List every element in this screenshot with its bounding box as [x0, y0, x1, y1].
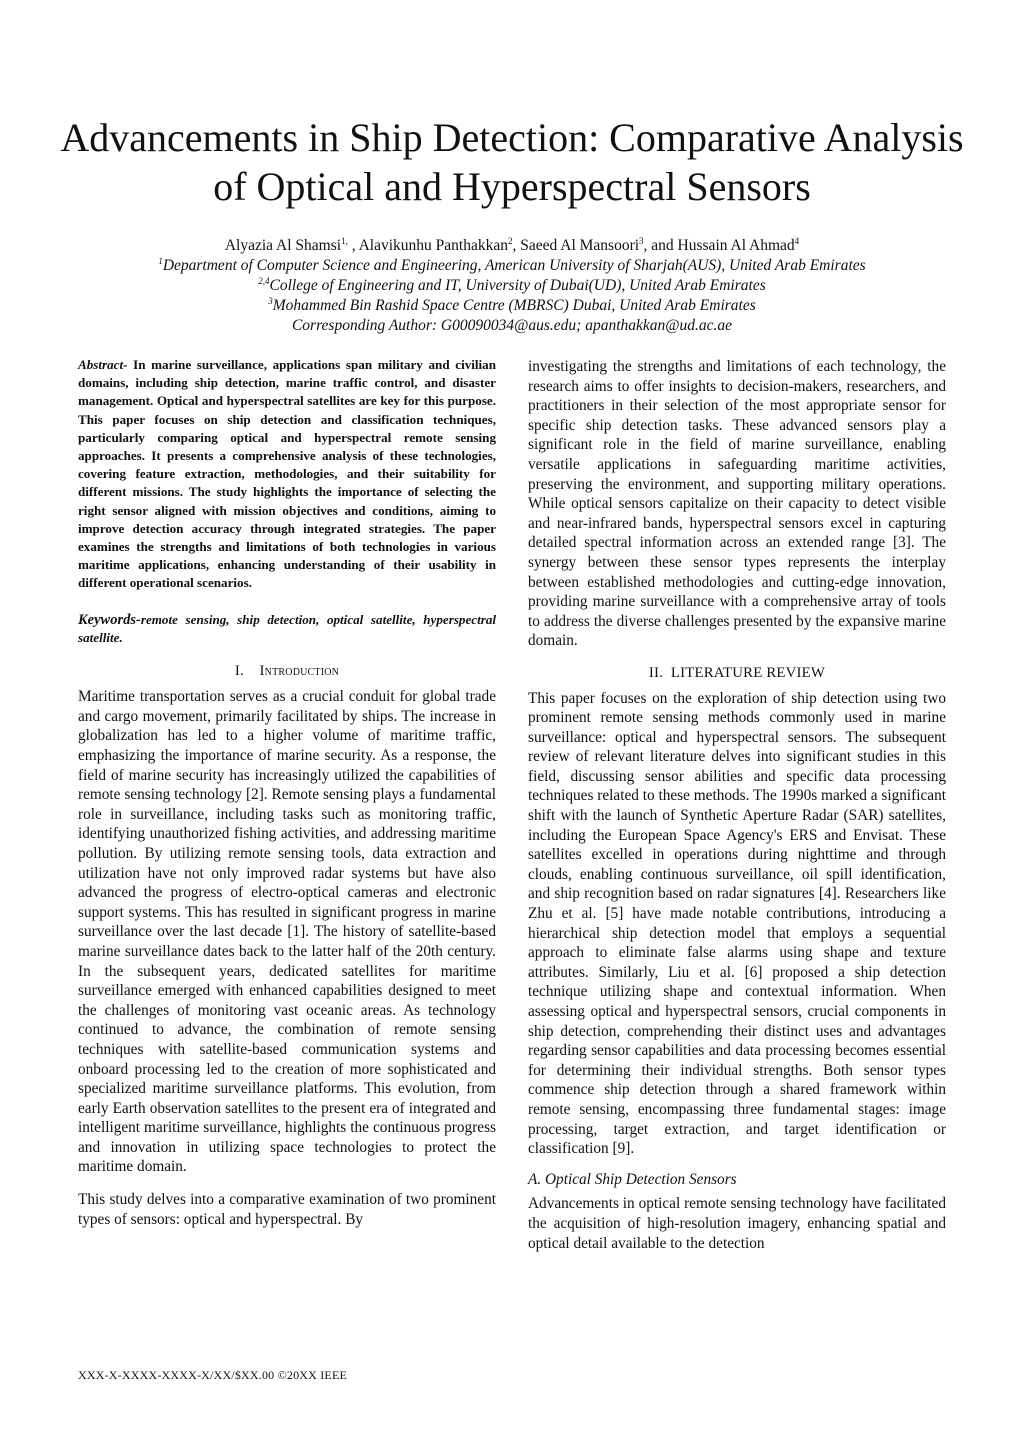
abstract-label: Abstract-: [78, 357, 128, 372]
paper-title: Advancements in Ship Detection: Comparative Analysis of Optical and Hyperspectral Sensors: [60, 115, 964, 209]
body-paragraph: This paper focuses on the exploration of ship detection using two prominent remote sensing methods commonly used in marine surveillance: optical and hyperspectral sensors. The subsequent review of relevant literature delves into significant studies in this field, discussing sensor abilities and specific data processing techniques related to these methods. The 1990s marked a significant shift with the launch of Synthetic Aperture Radar (SAR) satellites, including the European Space Agency's ERS and Envisat. These satellites excelled in operations during nighttime and through clouds, enabling continuous surveillance, oil spill identification, and ship recognition based on radar signatures [4]. Researchers like Zhu et al. [5] have made notable contributions, introducing a hierarchical ship detection model that employs a sequential approach to eliminate false alarms using shape and texture attributes. Similarly, Liu et al. [6] proposed a ship detection technique utilizing shape and contextual information. When assessing optical and hyperspectral sensors, crucial components in ship detection, comprehending their distinct uses and advantages regarding sensor capabilities and data processing becomes essential for determining their individual strengths. Both sensor types commence ship detection through a shared framework within remote sensing, encompassing three fundamental stages: image processing, target extraction, and target identification or classification [9].: [528, 689, 946, 1158]
body-paragraph: investigating the strengths and limitations of each technology, the research aims to offer insights to decision-makers, researchers, and practitioners in their selection of the most appropriate sensor for specific ship detection tasks. These advanced sensors play a significant role in the field of marine surveillance, enabling versatile applications in safeguarding maritime activities, preserving the environment, and supporting military operations. While optical sensors capitalize on their capacity to detect visible and near-infrared bands, hyperspectral sensors excel in capturing detailed spectral information across an extended range [3]. The synergy between these sensor types represents the interplay between established methodologies and cutting-edge innovation, providing marine surveillance with a comprehensive array of tools to address the diverse challenges presented by the expansive marine domain.: [528, 358, 946, 650]
affiliation-mark: 1: [158, 256, 163, 266]
affiliation-text: Mohammed Bin Rashid Space Centre (MBRSC) Dubai, United Arab Emirates: [272, 297, 756, 314]
affiliation-line: [40, 296, 984, 316]
affiliation-mark: 4: [794, 236, 800, 246]
left-column: [78, 356, 496, 1229]
author-name: , Alavikunhu Panthakkan: [347, 237, 508, 254]
subsection-heading: A. Optical Ship Detection Sensors: [528, 1170, 737, 1188]
author-name: Alyazia Al Shamsi: [224, 237, 342, 254]
keywords: [78, 611, 496, 647]
affiliation-line: [40, 256, 984, 276]
section-number: I.: [234, 662, 244, 679]
body-paragraph: This study delves into a comparative examination of two prominent types of sensors: optical and hyperspectral. By: [78, 1191, 496, 1228]
affiliation-text: Department of Computer Science and Engineering, American University of Sharjah(AUS), United Arab Emirates: [162, 257, 866, 274]
section-heading-introduction: [78, 662, 496, 682]
keywords-text: remote sensing, ship detection, optical satellite, hyperspectral satellite.: [78, 611, 496, 645]
affiliation-mark: 2: [507, 236, 513, 246]
abstract: [78, 356, 496, 593]
keywords-label: Keywords-: [78, 611, 141, 628]
body-paragraph: Advancements in optical remote sensing technology have facilitated the acquisition of high-resolution imagery, enhancing spatial and optical detail available to the detection: [528, 1195, 946, 1252]
author-name: , and Hussain Al Ahmad: [643, 237, 795, 254]
affiliation-text: College of Engineering and IT, University of Dubai(UD), United Arab Emirates: [269, 277, 766, 294]
affiliation-mark: 2,4: [258, 276, 270, 286]
affiliation-mark: 3: [268, 296, 273, 306]
section-number: II.: [648, 664, 664, 681]
author-block: [40, 236, 984, 336]
affiliation-mark: 3: [639, 236, 644, 246]
section-title: LITERATURE REVIEW: [670, 664, 826, 681]
corresponding-author: Corresponding Author: G00090034@aus.edu; apanthakkan@ud.ac.ae: [291, 317, 733, 334]
affiliation-mark: 1,: [341, 236, 348, 246]
section-heading-literature-review: [528, 664, 946, 684]
affiliation-line: [40, 276, 984, 296]
copyright-footer: XXX-X-XXXX-XXXX-X/XX/$XX.00 ©20XX IEEE: [78, 1368, 348, 1382]
abstract-text: In marine surveillance, applications span military and civilian domains, including ship detection, marine traffic control, and disaster management. Optical and hyperspectral satellites are key for this purpose. This paper focuses on ship detection and classification techniques, particularly comparing optical and hyperspectral remote sensing approaches. It presents a comprehensive analysis of these technologies, covering feature extraction, methodologies, and their suitability for different missions. The study highlights the importance of selecting the right sensor aligned with mission objectives and conditions, aiming to improve detection accuracy through integrated strategies. The paper examines the strengths and limitations of both technologies in various maritime applications, enhancing understanding of their usability in different operational scenarios.: [78, 357, 496, 591]
section-title: Introduction: [259, 662, 340, 679]
body-paragraph: Maritime transportation serves as a crucial conduit for global trade and cargo movement, primarily facilitated by ships. The increase in globalization has led to a higher volume of maritime traffic, emphasizing the importance of marine security. As a response, the field of marine security has increasingly utilized the capabilities of remote sensing technology [2]. Remote sensing plays a fundamental role in surveillance, including tasks such as monitoring traffic, identifying unauthorized fishing activities, and addressing maritime pollution. By utilizing remote sensing tools, data extraction and utilization have not only improved radar systems but have also advanced the progress of electro-optical cameras and electronic support systems. This has resulted in significant progress in marine surveillance over the last decade [1]. The history of satellite-based marine surveillance dates back to the latter half of the 20th century. In the subsequent years, dedicated satellites for maritime surveillance emerged with enhanced capabilities designed to meet the challenges of monitoring vast oceanic areas. As technology continued to advance, the combination of remote sensing techniques with satellite-based communication systems and onboard processing led to the creation of more sophisticated and specialized maritime surveillance platforms. This evolution, from early Earth observation satellites to the present era of integrated and intelligent maritime surveillance, highlights the continuous progress and innovation in utilizing space technologies to protect the maritime domain.: [78, 688, 496, 1176]
author-list: [40, 236, 984, 256]
right-column: [528, 357, 946, 1253]
author-name: , Saeed Al Mansoori: [512, 237, 640, 254]
